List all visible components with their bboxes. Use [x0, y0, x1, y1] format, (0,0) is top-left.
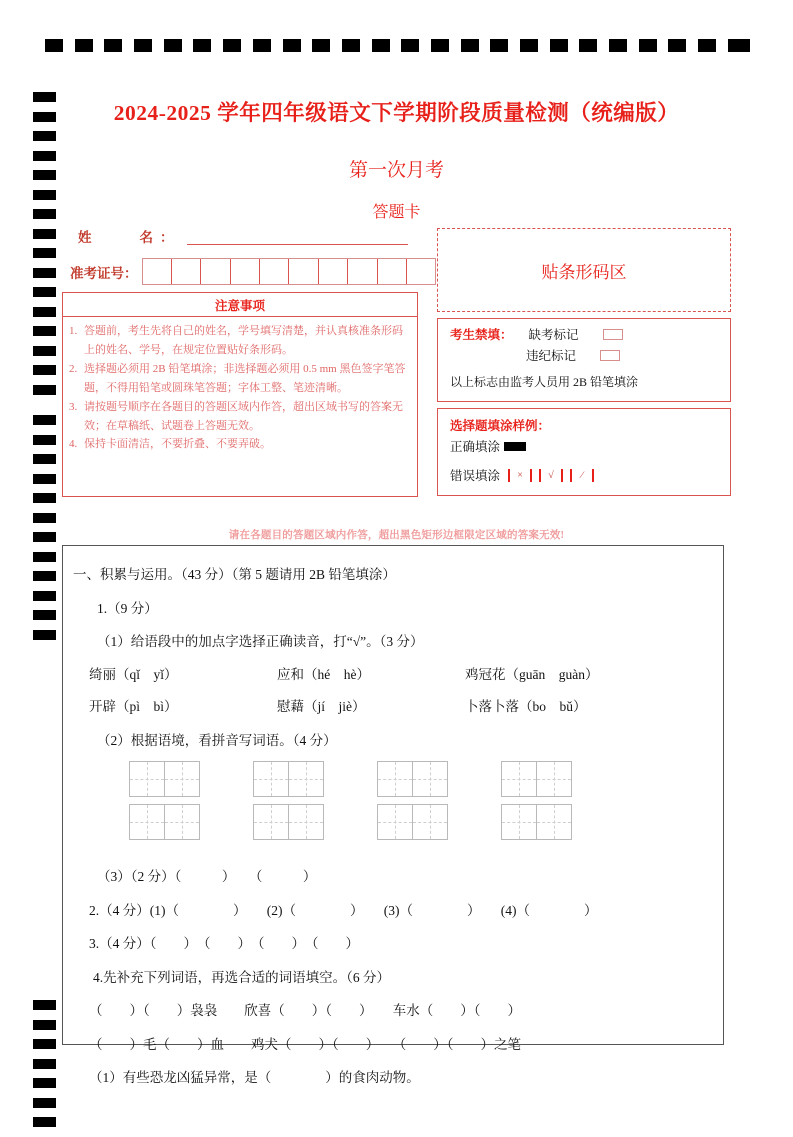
pinyin-row[interactable] — [63, 700, 723, 714]
notice-item-number: 4. — [69, 438, 78, 451]
notice-item-text: 选择题必须用 2B 铅笔填涂；非选择题必须用 0.5 mm 黑色签字笔答题，不得用铅笔或圆珠笔答题；字体工整、笔迹清晰。 — [84, 362, 406, 394]
tianzige-cell[interactable] — [537, 762, 571, 796]
timing-mark — [33, 229, 56, 239]
tianzige-cell[interactable] — [289, 805, 323, 839]
tianzige-box[interactable] — [253, 761, 324, 797]
exam-id-cell[interactable] — [260, 259, 289, 284]
question-4-1-row[interactable]: （1）有些恐龙凶猛异常，是（ ）的食肉动物。 — [89, 1070, 420, 1085]
question-4-label: 4.先补充下列词语，再选合适的词语填空。（6 分） — [93, 969, 390, 985]
tianzige-cell[interactable] — [165, 762, 199, 796]
timing-mark — [33, 591, 56, 601]
timing-mark — [33, 190, 56, 200]
wrong-mark-slash-icon: ∕ — [570, 469, 594, 482]
page-title: 2024-2025 学年四年级语文下学期阶段质量检测（统编版） — [113, 101, 680, 125]
tianzige-cell[interactable] — [502, 805, 537, 839]
timing-mark — [33, 385, 56, 395]
notice-item — [69, 360, 409, 398]
answer-card-label: 答题卡 — [372, 204, 421, 221]
name-field-row — [78, 226, 408, 246]
filled-bubble-icon — [504, 442, 526, 451]
timing-mark — [33, 346, 56, 356]
pinyin-option[interactable]: 卜落卜落（bo bǔ） — [465, 699, 587, 714]
timing-mark — [431, 39, 449, 52]
timing-mark — [33, 1059, 56, 1069]
fill-sample-box — [437, 408, 731, 496]
barcode-area-label: 贴条形码区 — [541, 262, 627, 282]
proctor-marks-box — [437, 318, 731, 402]
timing-mark — [33, 131, 56, 141]
wrong-fill-label: 错误填涂 — [450, 469, 501, 483]
notice-list — [63, 317, 417, 454]
timing-mark — [33, 552, 56, 562]
absent-mark-row — [450, 325, 720, 343]
proctor-only-label: 考生禁填： — [450, 328, 513, 342]
question-3-row[interactable]: 3.（4 分）（ ） （ ） （ ） （ ） — [89, 936, 359, 951]
timing-mark — [639, 39, 657, 52]
exam-id-label: 准考证号： — [70, 265, 138, 281]
tianzige-box[interactable] — [501, 761, 572, 797]
timing-mark — [33, 513, 56, 523]
question-4-line-2[interactable]: （ ）毛（ ）血 鸡犬（ ）（ ） （ ）（ ）之笔 — [89, 1036, 521, 1052]
notice-item-text: 答题前，考生先将自己的姓名，学号填写清楚，并认真核准条形码上的姓名、学号，在规定位置贴好条形码。 — [84, 325, 403, 356]
timing-mark — [33, 415, 56, 425]
timing-mark — [193, 39, 211, 52]
tianzige-cell[interactable] — [413, 805, 447, 839]
wrong-mark-check-icon: √ — [539, 469, 563, 482]
absent-mark-label: 缺考标记 — [528, 328, 579, 342]
character-grid-row — [129, 761, 723, 797]
pinyin-option[interactable]: 鸡冠花（guān guàn） — [465, 666, 599, 682]
question-1-3-row[interactable]: （3）（2 分）（ ） （ ） — [97, 869, 317, 884]
exam-id-cell[interactable] — [231, 259, 260, 284]
answer-area — [62, 545, 724, 1085]
timing-mark — [33, 268, 56, 278]
pinyin-row[interactable] — [63, 668, 723, 682]
timing-mark — [372, 39, 390, 52]
timing-mark — [283, 39, 301, 52]
timing-mark — [698, 39, 716, 52]
wrong-fill-row — [450, 466, 730, 484]
exam-id-cell[interactable] — [172, 259, 201, 284]
tianzige-cell[interactable] — [289, 762, 323, 796]
notice-item-text: 保持卡面清洁，不要折叠、不要弄破。 — [84, 438, 271, 451]
character-grid-row — [129, 804, 723, 840]
timing-mark — [33, 287, 56, 297]
exam-id-cell[interactable] — [201, 259, 230, 284]
tianzige-cell[interactable] — [413, 762, 447, 796]
timing-mark — [342, 39, 360, 52]
notice-item-number: 2. — [69, 362, 78, 375]
question-1-1-label: （1）给语段中的加点字选择正确读音，打“√”。（3 分） — [97, 634, 424, 649]
timing-mark — [33, 610, 56, 620]
exam-id-cell[interactable] — [319, 259, 348, 284]
correct-fill-label: 正确填涂 — [450, 440, 501, 454]
tianzige-box[interactable] — [501, 804, 572, 840]
timing-mark — [579, 39, 597, 52]
pinyin-option[interactable]: 绮丽（qǐ yǐ） — [89, 666, 178, 682]
question-4-line-1[interactable]: （ ）（ ）袅袅 欣喜（ ）（ ） 车水（ ）（ ） — [89, 1003, 521, 1018]
timing-mark — [33, 248, 56, 258]
barcode-area — [437, 228, 731, 312]
tianzige-cell[interactable] — [254, 805, 289, 839]
character-grid-area — [63, 761, 723, 840]
question-2-row[interactable]: 2.（4 分）(1)（ ） (2)（ ） (3)（ ） (4)（ ） — [89, 902, 598, 918]
question-1-2-label: （2）根据语境，看拼音写词语。（4 分） — [97, 732, 337, 748]
absent-mark-bubble[interactable] — [603, 329, 623, 340]
timing-mark — [33, 1020, 56, 1030]
proctor-note: 以上标志由监考人员用 2B 铅笔填涂 — [450, 375, 639, 389]
timing-mark — [164, 39, 182, 52]
tianzige-cell[interactable] — [130, 762, 165, 796]
question-1-label: 1.（9 分） — [97, 600, 158, 616]
exam-id-cell[interactable] — [289, 259, 318, 284]
tianzige-cell[interactable] — [502, 762, 537, 796]
timing-mark — [312, 39, 330, 52]
wrong-fill-examples — [508, 469, 601, 482]
section-title: 一、积累与运用。（43 分）（第 5 题请用 2B 铅笔填涂） — [73, 567, 396, 582]
timing-mark — [33, 454, 56, 464]
timing-mark — [33, 365, 56, 375]
tianzige-cell[interactable] — [378, 805, 413, 839]
violation-mark-label: 违纪标记 — [526, 349, 577, 363]
timing-mark — [33, 493, 56, 503]
timing-marks-left-lower — [33, 1000, 56, 1137]
tianzige-box[interactable] — [377, 804, 448, 840]
timing-mark — [490, 39, 508, 52]
notice-item — [69, 398, 409, 436]
tianzige-box[interactable] — [129, 804, 200, 840]
tianzige-box[interactable] — [129, 761, 200, 797]
violation-mark-row — [450, 346, 720, 364]
tianzige-cell[interactable] — [130, 805, 165, 839]
timing-mark — [75, 39, 93, 52]
timing-mark — [728, 39, 750, 52]
exam-subtitle: 第一次月考 — [348, 160, 444, 181]
notice-item — [69, 322, 409, 360]
exam-id-cell[interactable] — [407, 259, 435, 284]
notice-box — [62, 292, 418, 497]
timing-mark — [668, 39, 686, 52]
answer-area-warning: 请在各题目的答题区域内作答，超出黑色矩形边框限定区域的答案无效! — [228, 530, 565, 541]
pinyin-option[interactable]: 开辟（pì bì） — [89, 699, 178, 714]
timing-mark — [33, 1098, 56, 1108]
exam-id-boxes[interactable] — [142, 258, 437, 285]
pinyin-option[interactable]: 应和（hé hè） — [277, 666, 370, 682]
fill-sample-heading: 选择题填涂样例： — [450, 419, 551, 433]
timing-mark — [33, 1039, 56, 1049]
timing-mark — [520, 39, 538, 52]
notice-item-number: 1. — [69, 325, 78, 337]
timing-mark — [401, 39, 419, 52]
tianzige-cell[interactable] — [165, 805, 199, 839]
timing-mark — [253, 39, 271, 52]
violation-mark-bubble[interactable] — [600, 350, 620, 361]
exam-id-cell[interactable] — [143, 259, 172, 284]
timing-mark — [33, 307, 56, 317]
timing-mark — [550, 39, 568, 52]
timing-mark — [104, 39, 122, 52]
notice-item — [69, 435, 409, 454]
timing-mark — [33, 1117, 56, 1127]
pinyin-option[interactable]: 慰藉（jí jiè） — [277, 699, 366, 714]
timing-mark — [33, 630, 56, 640]
name-label: 姓 名： — [78, 230, 181, 245]
notice-item-text: 请按题号顺序在各题目的答题区域内作答，超出区域书写的答案无效；在草稿纸、试题卷上答题无效。 — [84, 400, 403, 432]
timing-marks-left-upper — [33, 92, 56, 404]
tianzige-cell[interactable] — [537, 805, 571, 839]
tianzige-cell[interactable] — [254, 762, 289, 796]
notice-heading: 注意事项 — [63, 293, 417, 317]
timing-mark — [609, 39, 627, 52]
wrong-mark-cross-icon: × — [508, 469, 532, 482]
timing-mark — [33, 1078, 56, 1088]
timing-mark — [33, 435, 56, 445]
tianzige-cell[interactable] — [378, 762, 413, 796]
tianzige-box[interactable] — [253, 804, 324, 840]
timing-mark — [461, 39, 479, 52]
timing-mark — [33, 474, 56, 484]
name-input[interactable] — [187, 229, 409, 245]
exam-id-cell[interactable] — [378, 259, 407, 284]
timing-mark — [33, 326, 56, 336]
timing-mark — [33, 571, 56, 581]
notice-item-number: 3. — [69, 400, 78, 413]
correct-fill-row — [450, 437, 730, 455]
timing-marks-top — [45, 38, 750, 52]
timing-mark — [134, 39, 152, 52]
exam-id-row — [70, 258, 436, 285]
timing-mark — [33, 1000, 56, 1010]
tianzige-box[interactable] — [377, 761, 448, 797]
exam-id-cell[interactable] — [348, 259, 377, 284]
timing-mark — [45, 39, 63, 52]
timing-mark — [223, 39, 241, 52]
